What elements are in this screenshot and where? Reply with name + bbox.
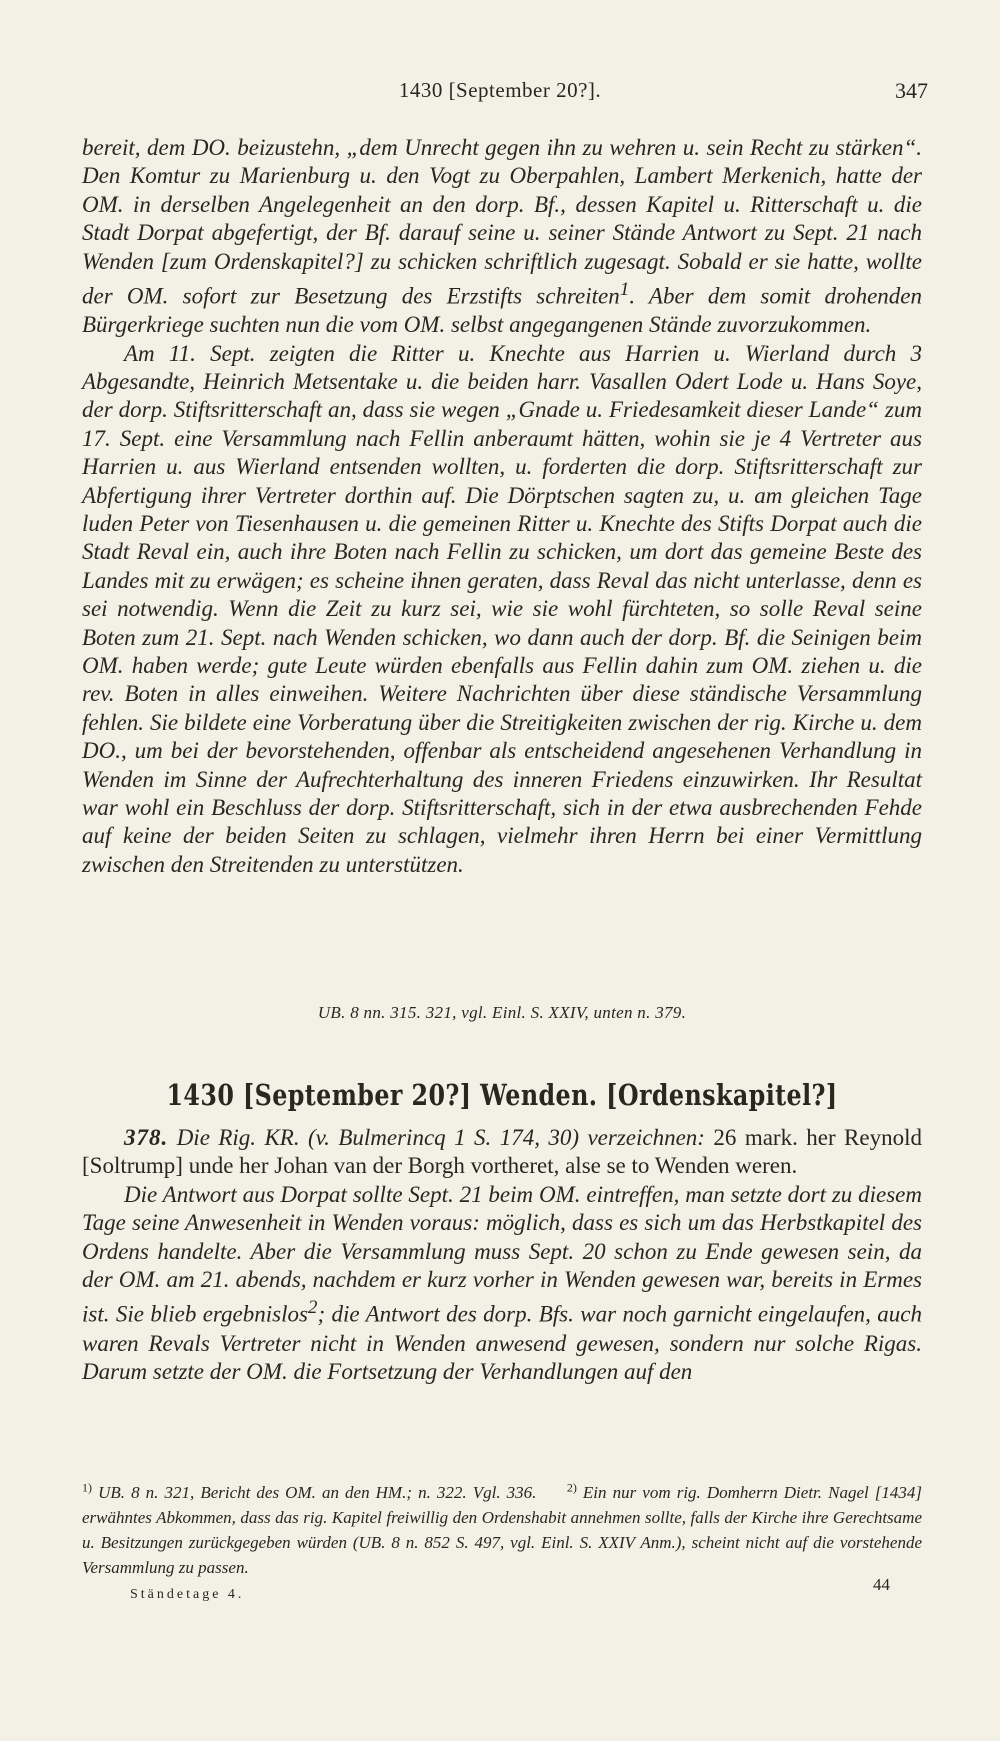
source-citation: UB. 8 nn. 315. 321, vgl. Einl. S. XXIV, unten n. 379. [317, 1003, 687, 1022]
entry-intro: Die Rig. KR. (v. Bulmerincq 1 S. 174, 30) verzeichnen: [176, 1125, 705, 1150]
paragraph-2: Am 11. Sept. zeigten die Ritter u. Knechte aus Harrien u. Wierland durch 3 Abgesandte, Heinrich Metsentake u. die beiden harr. Vasallen Odert Lode u. Hans Soye, der dorp. Stiftsritterschaft an, dass sie wegen „Gnade u. Friedesamkeit dieser Lande“ zum 17. Sept. eine Versammlung nach Fellin anberaumt hätten, wohin sie je 4 Vertreter aus Harrien u. aus Wierland entsenden wollten, u. forderten die dorp. Stiftsritterschaft zur Abfertigung ihrer Vertreter dorthin auf. Die Dörptschen sagten zu, u. am gleichen Tage luden Peter von Tiesenhausen u. die gemeinen Ritter u. Knechte des Stifts Dorpat auch die Stadt Reval ein, auch ihre Boten nach Fellin zu schicken, um dort das gemeine Beste des Landes mit zu erwägen; es scheine ihnen geraten, dass Reval das nicht unterlasse, denn es sei notwendig. Wenn die Zeit zu kurz sei, wie sie wohl fürchteten, so solle Reval seine Boten zum 21. Sept. nach Wenden schicken, wo dann auch der dorp. Bf. die Seinigen beim OM. haben werde; gute Leute würden ebenfalls aus Fellin dahin zum OM. ziehen u. die rev. Boten in alles einweihen. Weitere Nachrichten über diese ständische Versammlung fehlen. Sie bildete eine Vorberatung über die Streitigkeiten zwischen der rig. Kirche u. dem DO., um bei der bevorstehenden, offenbar als entscheidend angesehenen Verhandlung in Wenden im Sinne der Aufrechterhaltung des inneren Friedens einzuwirken. Ihr Resultat war wohl ein Beschluss der dorp. Stiftsritterschaft, sich in der etwa ausbrechenden Fehde auf keine der beiden Seiten zu schlagen, vielmehr ihren Herrn bei einer Vermittlung zwischen den Streitenden zu unterstützen. [82, 340, 922, 877]
entry-number: 378. [124, 1125, 169, 1150]
section-heading: 1430 [September 20?] Wenden. [Ordenskapitel?] [166, 1078, 838, 1112]
entry-paragraph-2-end: ; die Antwort des dorp. Bfs. war noch garnicht eingelaufen, auch waren Revals Vertreter nicht in Wenden anwesend gewesen, sondern nur solche Rigas. Darum setzte der OM. die Fortsetzung der Verhandlungen auf den [82, 1302, 922, 1384]
paragraph-1-end: . Aber dem somit drohenden Bürgerkriege suchten nun die vom OM. selbst angegangenen Stände zuvorzukommen. [82, 283, 923, 338]
footnote-ref-1: 1 [619, 279, 630, 301]
sheet-number: 44 [873, 1575, 890, 1594]
entry-quote: 26 mark. her Reynold [Soltrump] unde her Johan van der Borgh vortheret, alse se to Wenden weren. [82, 1125, 922, 1179]
footnote-1-text: UB. 8 n. 321, Bericht des OM. an den HM.; n. 322. Vgl. 336. [98, 1482, 537, 1502]
running-title: 1430 [September 20?]. [398, 78, 602, 102]
footnotes [82, 1475, 922, 1580]
entry-paragraph-2-text: Die Antwort aus Dorpat sollte Sept. 21 beim OM. eintreffen, man setzte dort zu diesem Tage seine Anwesenheit in Wenden voraus: möglich, dass es sich um das Herbstkapitel des Ordens handelte. Aber die Versammlung muss Sept. 20 schon zu Ende gewesen sein, da der OM. am 21. abends, nachdem er kurz vorher in Wenden gewesen war, bereits in Ermes ist. Sie blieb ergebnislos [82, 1181, 922, 1328]
paragraph-1-text: bereit, dem DO. beizustehn, „dem Unrecht gegen ihn zu wehren u. sein Recht zu stärken“. Den Komtur zu Marienburg u. den Vogt zu Oberpahlen, Lambert Merkenich, hatte der OM. in derselben Angelegenheit an den dorp. Bf., dessen Kapitel u. Ritterschaft u. die Stadt Dorpat abgefertigt, der Bf. darauf seine u. seiner Stände Antwort zu Sept. 21 nach Wenden [zum Ordenskapitel?] zu schicken schriftlich zugesagt. Sobald er sie hatte, wollte der OM. sofort zur Besetzung des Erzstifts schreiten [82, 135, 922, 309]
footnote-2-mark: 2) [566, 1480, 577, 1494]
running-header [0, 78, 1000, 108]
footnote-1 [82, 1480, 537, 1502]
footnote-1-mark: 1) [82, 1480, 92, 1494]
footnote-ref-2: 2 [307, 1297, 318, 1319]
footnote-2-text: Ein nur vom rig. Domherrn Dietr. Nagel [1434] erwähntes Abkommen, dass das rig. Kapitel freiwillig den Ordenshabit annehmen sollte, falls der Kirche ihre Gerechtsame u. Besitzungen zurückgegeben würden (UB. 8 n. 852 S. 497, vgl. Einl. S. XXIV Anm.), scheint nicht auf die vorstehende Versammlung zu passen. [82, 1482, 923, 1577]
entry-paragraph-1 [82, 1124, 922, 1181]
signature-mark: Ständetage 4. [130, 1587, 245, 1602]
entry-paragraph-2 [82, 1181, 922, 1387]
paragraph-1 [82, 134, 922, 340]
main-text-block [82, 134, 922, 879]
page-number: 347 [895, 78, 928, 103]
entry-text-block [82, 1124, 922, 1386]
